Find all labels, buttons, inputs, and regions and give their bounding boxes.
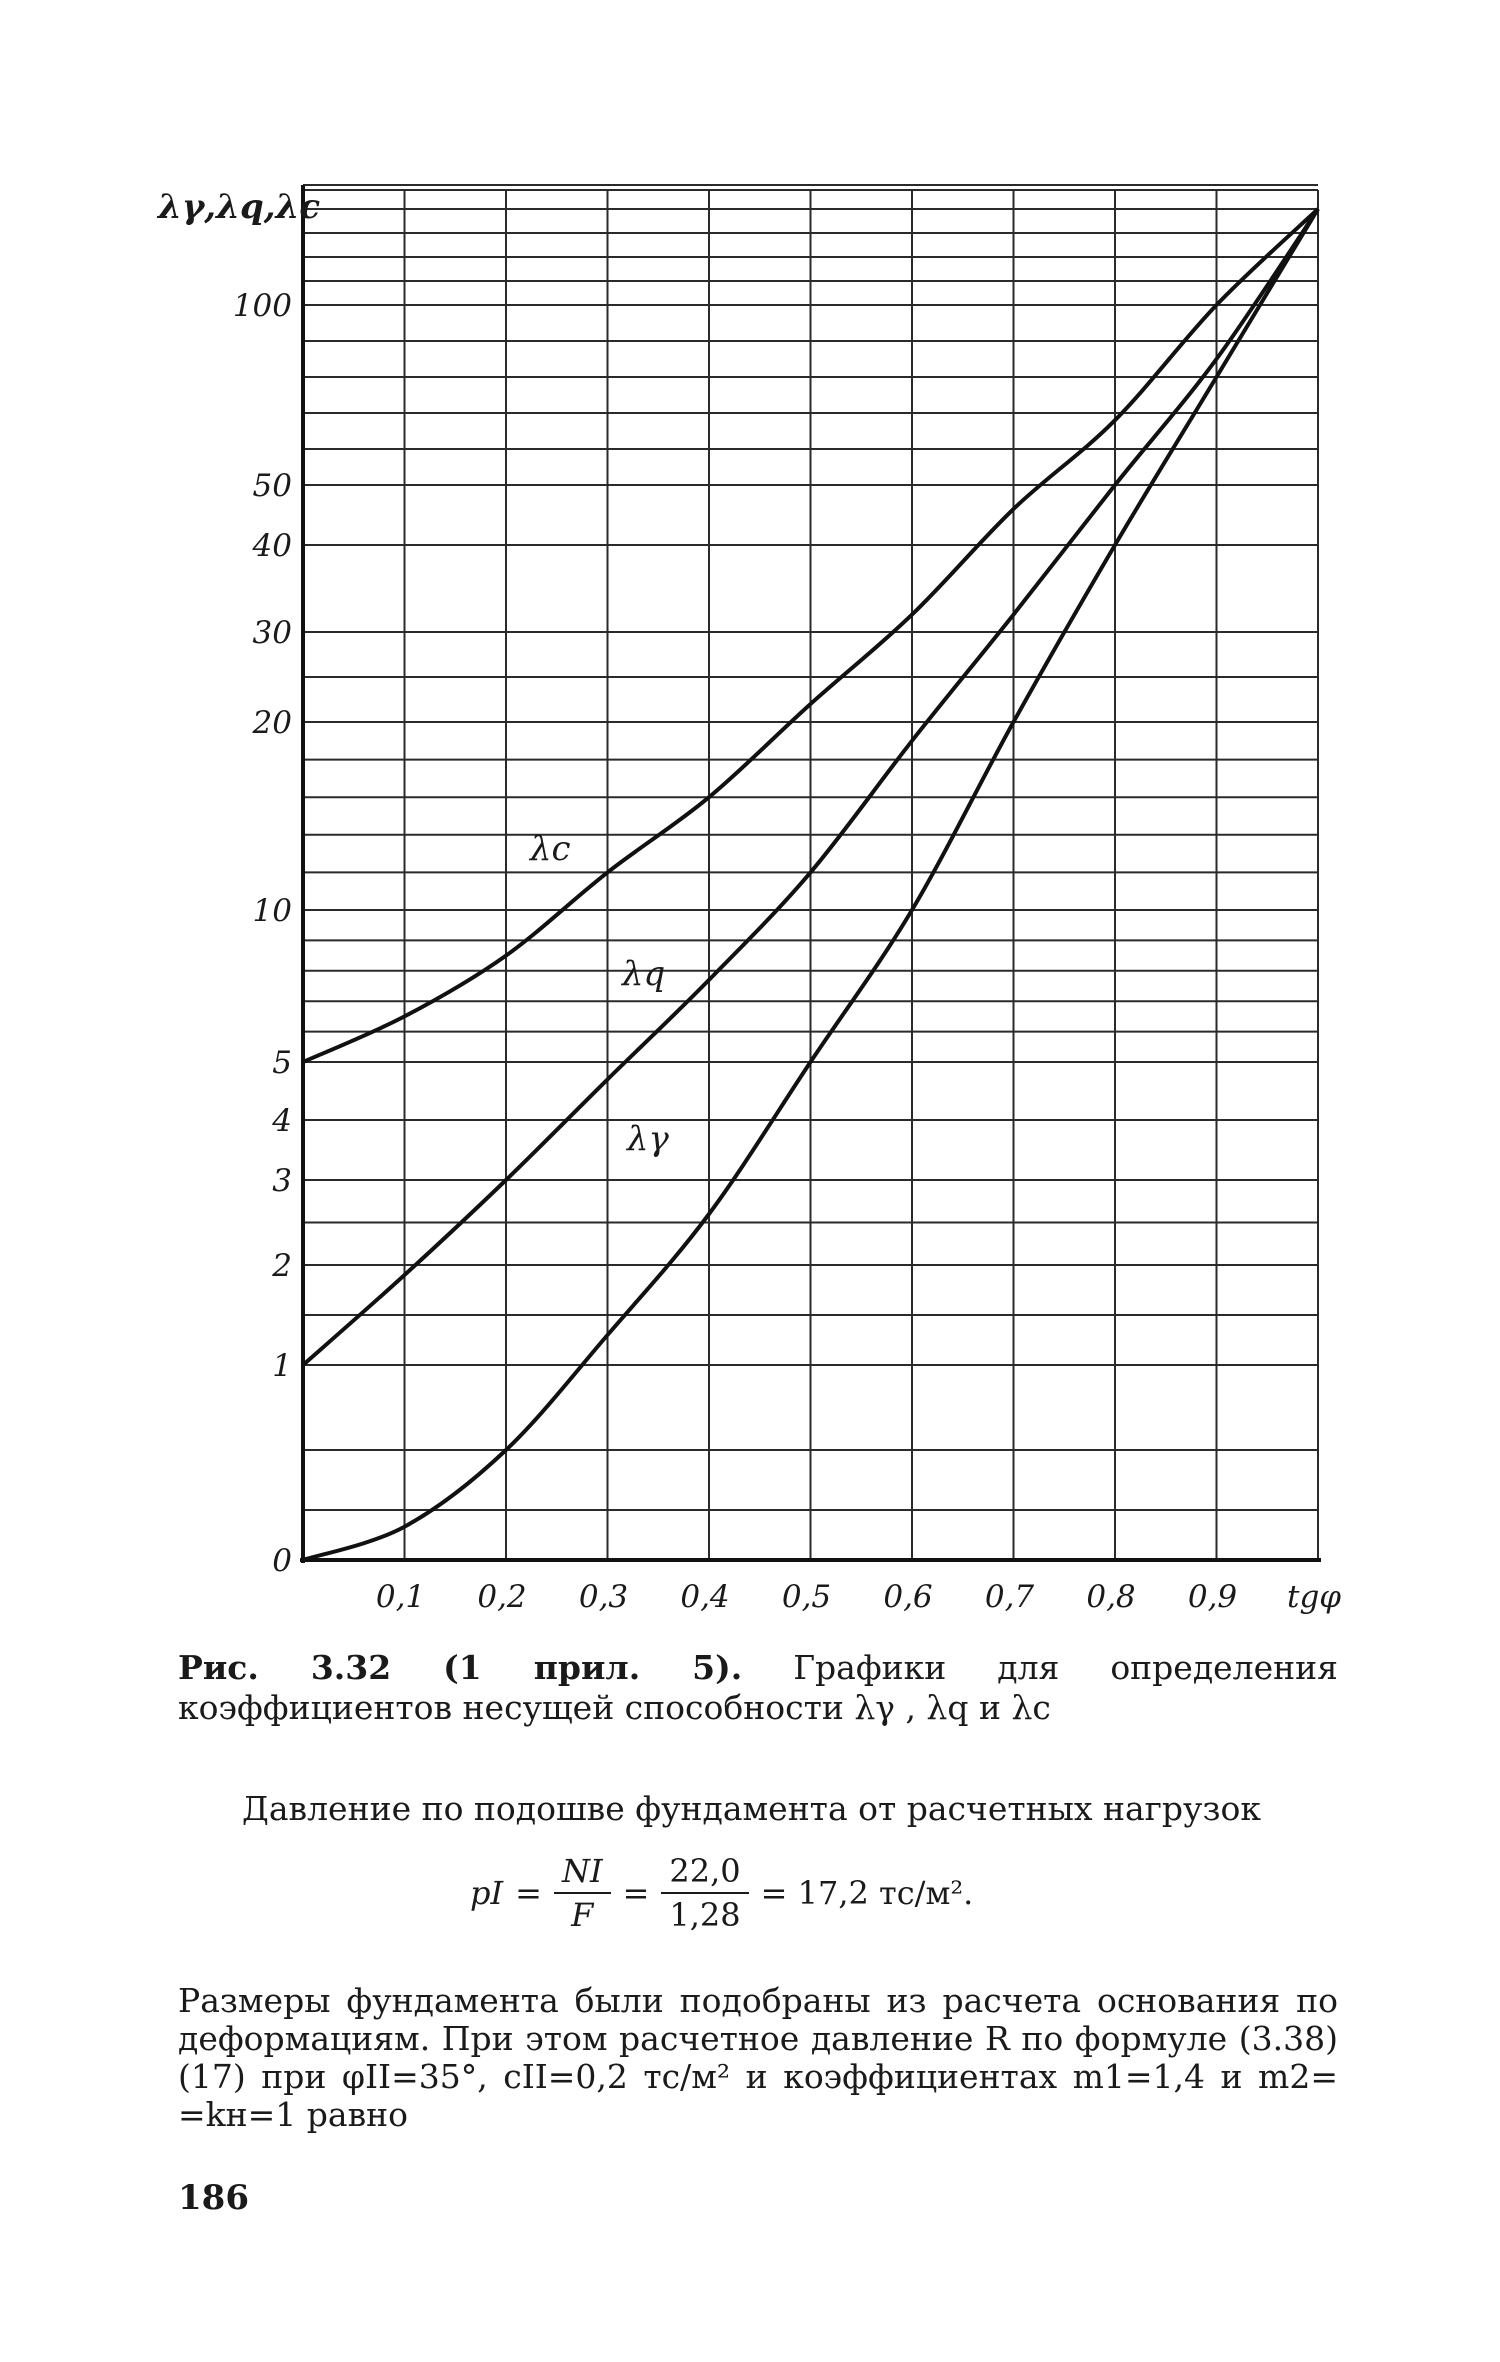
y-axis-label: λγ,λq,λc bbox=[158, 187, 321, 227]
y-tick-label: 30 bbox=[252, 615, 292, 651]
formula-fraction-numeric bbox=[661, 1852, 748, 1934]
x-tick-label: 0,7 bbox=[984, 1579, 1035, 1615]
curve-label-lambda-q: λq bbox=[622, 954, 666, 994]
x-tick-label: 0,9 bbox=[1187, 1579, 1238, 1615]
y-tick-label: 50 bbox=[252, 468, 292, 504]
formula-fraction-symbolic bbox=[554, 1852, 611, 1934]
y-tick-label: 3 bbox=[272, 1163, 292, 1199]
formula-eq-2: = bbox=[622, 1874, 650, 1912]
y-tick-label: 2 bbox=[272, 1248, 292, 1284]
y-tick-label: 10 bbox=[252, 893, 292, 929]
paragraph-dimensions: Размеры фундамента были подобраны из расчета основания по деформациям. При этом расчетное давление R по формуле (3.38) (17) при φII=35°, cII=0,2 тс/м² и коэффициентах m1=1,4 и m2= =kн=1 равно bbox=[178, 1981, 1338, 2134]
x-tick-label: 0,1 bbox=[375, 1579, 426, 1615]
page-number: 186 bbox=[178, 2178, 249, 2218]
y-tick-label: 40 bbox=[252, 528, 292, 564]
caption-text: Графики для определения коэффициентов несущей способности λγ , λq и λc bbox=[178, 1648, 1338, 1727]
formula-eq-1: = bbox=[515, 1874, 542, 1912]
caption-label: Рис. 3.32 (1 прил. 5). bbox=[178, 1648, 743, 1687]
x-tick-labels bbox=[376, 1579, 1341, 1615]
formula-denominator-f: F bbox=[571, 1896, 594, 1934]
x-tick-label: 0,5 bbox=[781, 1579, 832, 1615]
formula-numerator-n: NI bbox=[554, 1852, 611, 1894]
x-tick-label: 0,8 bbox=[1086, 1579, 1136, 1615]
formula-lhs: pI bbox=[470, 1874, 504, 1912]
y-tick-labels bbox=[233, 288, 292, 1579]
y-tick-label: 100 bbox=[232, 288, 292, 324]
x-tick-label: 0,4 bbox=[680, 1579, 730, 1615]
x-tick-label: 0,2 bbox=[477, 1579, 527, 1615]
formula-numerator-value: 22,0 bbox=[661, 1852, 748, 1894]
y-tick-label: 4 bbox=[272, 1103, 292, 1139]
y-tick-label: 5 bbox=[272, 1045, 292, 1081]
y-tick-label: 0 bbox=[272, 1543, 292, 1579]
curve-label-lambda-c: λc bbox=[530, 829, 571, 869]
x-tick-label: 0,6 bbox=[883, 1579, 933, 1615]
y-tick-label: 1 bbox=[272, 1348, 292, 1384]
y-tick-label: 20 bbox=[252, 705, 292, 741]
paragraph-pressure: Давление по подошве фундамента от расчетных нагрузок bbox=[242, 1789, 1261, 1828]
formula-result: = 17,2 тс/м². bbox=[760, 1874, 974, 1912]
curve-label-lambda-gamma: λγ bbox=[627, 1119, 669, 1159]
figure-caption bbox=[178, 1648, 1338, 1728]
pressure-formula bbox=[470, 1852, 973, 1934]
x-tick-label: tgφ bbox=[1286, 1579, 1342, 1615]
x-tick-label: 0,3 bbox=[578, 1579, 629, 1615]
formula-denominator-value: 1,28 bbox=[669, 1896, 741, 1934]
